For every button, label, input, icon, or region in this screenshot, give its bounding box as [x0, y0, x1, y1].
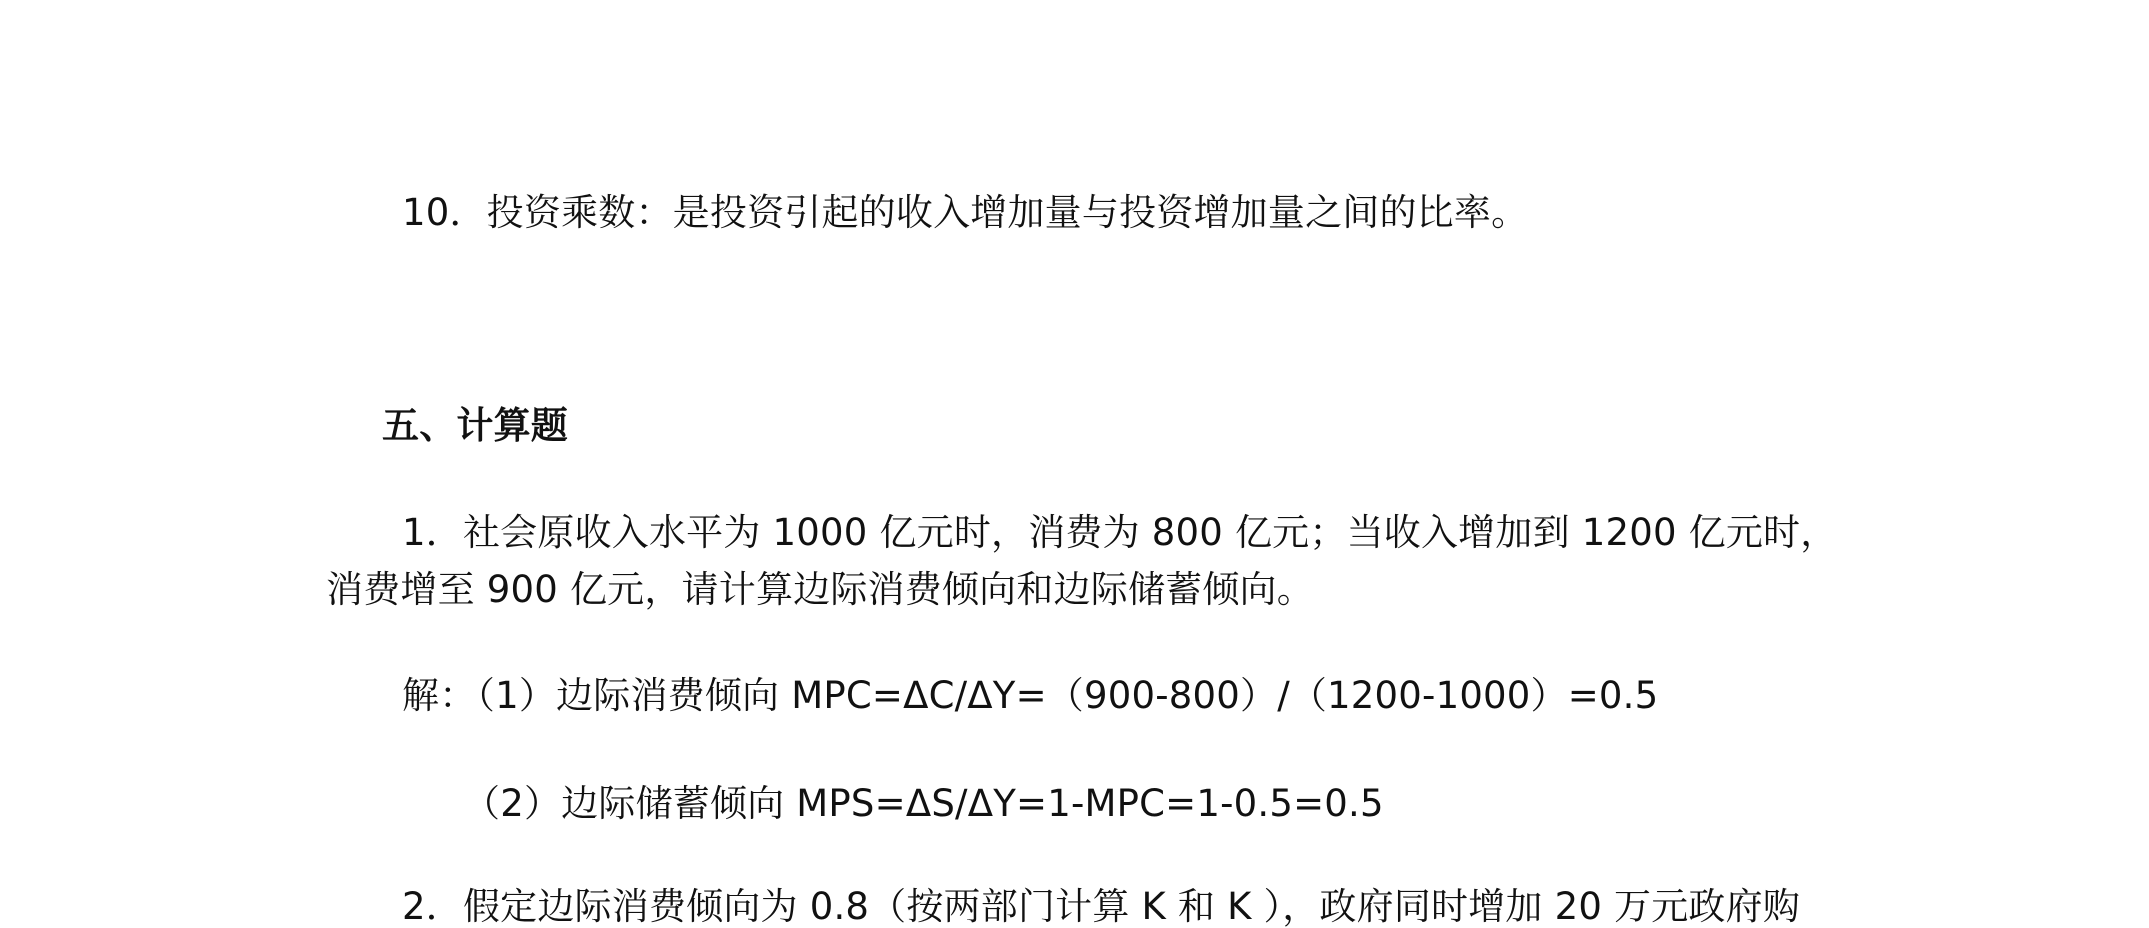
definition-10: 10．投资乘数：是投资引起的收入增加量与投资增加量之间的比率。 [402, 191, 1529, 234]
section-heading: 五、计算题 [382, 404, 568, 447]
question-1-line-2: 消费增至 900 亿元，请计算边际消费倾向和边际储蓄倾向。 [326, 568, 1314, 611]
solution-1-line-1: 解：（1）边际消费倾向 MPC=ΔC/ΔY=（900-800）/（1200-1000）=0.5 [402, 674, 1659, 717]
question-2-partial-line: 2．假定边际消费倾向为 0.8（按两部门计算 K 和 K ），政府同时增加 20 万元政府购 [402, 885, 1801, 928]
solution-1-line-2: （2）边际储蓄倾向 MPS=ΔS/ΔY=1-MPC=1-0.5=0.5 [463, 782, 1384, 825]
question-1-line-1: 1．社会原收入水平为 1000 亿元时，消费为 800 亿元；当收入增加到 1200 亿元时， [402, 511, 1838, 554]
